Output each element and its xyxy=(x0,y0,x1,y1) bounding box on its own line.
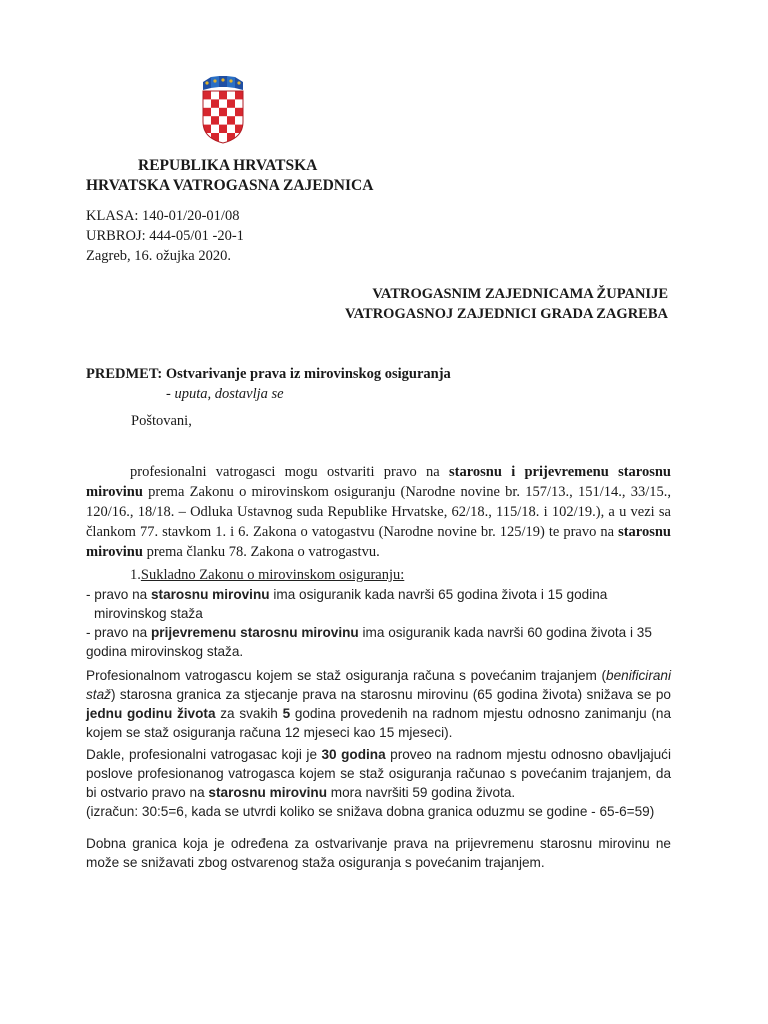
p2-text-c: ) starosna granica za stjecanje prava na starosnu mirovinu (65 godina života) snižava se po xyxy=(110,687,671,702)
document-meta xyxy=(86,206,244,266)
list-item xyxy=(86,585,671,604)
header-organization: HRVATSKA VATROGASNA ZAJEDNICA xyxy=(86,177,374,194)
p2-text-g: godina provedenih na radnom mjestu odnosno zanimanju (na kojem se staž osiguranja računa 12 mjeseci kao 15 mjeseci). xyxy=(86,706,672,740)
greeting: Poštovani, xyxy=(131,413,192,429)
recipient-line-1: VATROGASNIM ZAJEDNICAMA ŽUPANIJE xyxy=(372,286,668,302)
date-line: Zagreb, 16. ožujka 2020. xyxy=(86,248,231,264)
p3-bold-b: 30 godina xyxy=(321,747,386,762)
section-1 xyxy=(86,566,671,661)
intro-text-c: prema Zakonu o mirovinskom osiguranju (Narodne novine br. 157/13., 151/14., 33/15., 120/16., 18/18. – Odluka Ustavnog suda Republike Hrvatske, 62/18., 115/18. i 102/19.), a u vezi sa člankom 77. stavkom 1. i 6. Zakona o vatogastvu (Narodne novine br. 125/19) te pravo na xyxy=(86,484,671,540)
subject-title: Ostvarivanje prava iz mirovinskog osiguranja xyxy=(165,366,451,382)
subject-subtitle: - uputa, dostavlja se xyxy=(166,386,284,402)
sender-header xyxy=(86,156,373,196)
item1-bold: starosnu mirovinu xyxy=(150,587,270,602)
intro-text-b: starosnu i prijevremenu starosnu mirovinu xyxy=(86,464,671,500)
p3-calculation: (izračun: 30:5=6, kada se utvrdi koliko se snižava dobna granica oduzmu se godine - 65-6=59) xyxy=(86,804,655,819)
recipient-block xyxy=(345,284,668,324)
intro-text-e: prema članku 78. Zakona o vatrogastvu. xyxy=(142,544,380,560)
p3-text-c: proveo na radnom mjestu odnosno obavljajući poslove profesionanog vatrogasca kojem se staž osiguranja računao s povećanim trajanjem, da bi ostvario pravo na xyxy=(86,747,671,800)
p2-text-a: Profesionalnom vatrogascu kojem se staž osiguranja računa s povećanim trajanjem ( xyxy=(86,668,607,683)
header-country: REPUBLIKA HRVATSKA xyxy=(138,157,318,174)
recipient-line-2: VATROGASNOJ ZAJEDNICI GRADA ZAGREBA xyxy=(345,306,668,322)
p3-text-e: mora navršiti 59 godina života. xyxy=(327,785,516,800)
paragraph-benificirani xyxy=(86,666,671,742)
p3-bold-d: starosnu mirovinu xyxy=(208,785,328,800)
item1-continuation: mirovinskog staža xyxy=(94,606,203,621)
section-1-heading-text: Sukladno Zakonu o mirovinskom osiguranju: xyxy=(140,567,405,583)
item2-bold: prijevremenu starosnu mirovinu xyxy=(150,625,359,640)
item1-prefix: - pravo na xyxy=(86,587,151,602)
item2-continuation: godina mirovinskog staža. xyxy=(86,644,244,659)
item1-text: ima osiguranik kada navrši 65 godina života i 15 godina xyxy=(269,587,608,602)
intro-text-d: starosnu mirovinu xyxy=(86,524,671,560)
intro-text-a: profesionalni vatrogasci mogu ostvariti pravo na xyxy=(130,464,449,480)
croatian-coat-of-arms-icon xyxy=(202,76,244,144)
list-item xyxy=(86,623,671,642)
paragraph-example xyxy=(86,745,671,821)
p2-bold-d: jednu godinu života xyxy=(86,706,216,721)
p2-italic: benificirani staž xyxy=(86,668,671,702)
p3-text-a: Dakle, profesionalni vatrogasac koji je xyxy=(86,747,322,762)
klasa-line: KLASA: 140-01/20-01/08 xyxy=(86,208,240,224)
paragraph-age-limit: Dobna granica koja je određena za ostvarivanje prava na prijevremenu starosnu mirovinu ne može se snižavati zbog ostvarenog staža osiguranja s povećanim trajanjem. xyxy=(86,836,671,870)
subject-block xyxy=(86,364,451,404)
p2-bold-f: 5 xyxy=(282,706,291,721)
item2-text: ima osiguranik kada navrši 60 godina života i 35 xyxy=(358,625,652,640)
section-1-number: 1. xyxy=(130,567,141,583)
urbroj-line: URBROJ: 444-05/01 -20-1 xyxy=(86,228,244,244)
intro-paragraph xyxy=(86,462,671,562)
item2-prefix: - pravo na xyxy=(86,625,151,640)
p2-text-e: za svakih xyxy=(215,706,283,721)
subject-label: PREDMET: xyxy=(86,366,163,382)
section-1-heading xyxy=(86,566,671,585)
